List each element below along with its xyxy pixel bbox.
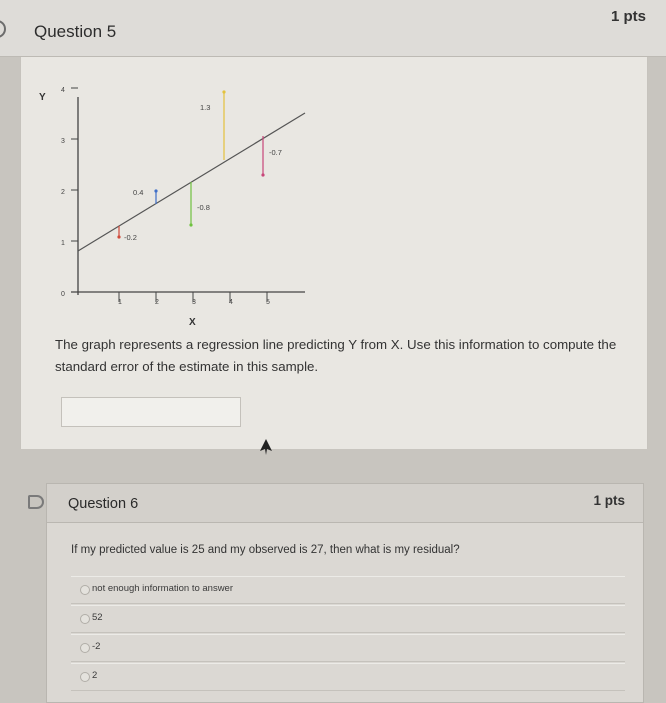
- question-6-header: [47, 484, 643, 523]
- x-tick-label: 2: [155, 299, 159, 306]
- y-tick-label: 4: [61, 87, 65, 94]
- question-5-text: The graph represents a regression line predicting Y from X. Use this information to compute the standard error of the estimate in this sample.: [55, 337, 617, 374]
- residual-4: [200, 90, 226, 160]
- mouse-cursor-icon: [260, 439, 272, 455]
- question-5-header: [0, 0, 666, 57]
- option-label: 2: [92, 670, 98, 681]
- residual-label: -0.7: [269, 148, 282, 157]
- y-tick-label: 3: [61, 138, 65, 145]
- residual-3: [189, 182, 210, 227]
- radio-button[interactable]: [80, 614, 90, 624]
- residual-2: [133, 188, 158, 204]
- x-axis-label: X: [189, 317, 196, 327]
- residual-label: -0.2: [124, 233, 137, 242]
- option-label: 52: [92, 612, 103, 623]
- radio-button[interactable]: [80, 585, 90, 595]
- question-6-points: 1 pts: [593, 493, 625, 508]
- residual-5: [261, 136, 282, 177]
- question-marker-icon: [0, 20, 6, 38]
- question-marker-icon: [28, 495, 44, 509]
- question-5-title: Question 5: [34, 22, 117, 41]
- answer-option[interactable]: [71, 663, 625, 691]
- question-6-card: [46, 483, 644, 703]
- residual-label: 1.3: [200, 103, 211, 112]
- radio-button[interactable]: [80, 672, 90, 682]
- residual-label: 0.4: [133, 188, 144, 197]
- answer-option[interactable]: [71, 576, 625, 604]
- residual-label: -0.8: [197, 203, 210, 212]
- residual-1: [117, 226, 137, 242]
- y-tick-label: 0: [61, 291, 65, 298]
- answer-option[interactable]: [71, 634, 625, 662]
- answer-option[interactable]: [71, 605, 625, 633]
- regression-graph: [21, 57, 647, 327]
- question-5-points: 1 pts: [610, 8, 646, 25]
- question-6-text: If my predicted value is 25 and my observed is 27, then what is my residual?: [71, 544, 460, 556]
- y-tick-label: 2: [61, 189, 65, 196]
- x-tick-label: 3: [192, 299, 196, 306]
- option-label: not enough information to answer: [92, 583, 234, 594]
- x-tick-label: 5: [266, 299, 270, 306]
- question-6-title: Question 6: [68, 496, 139, 512]
- question-5-body: [20, 57, 648, 449]
- option-label: -2: [92, 641, 101, 652]
- x-tick-label: 1: [118, 299, 122, 306]
- radio-button[interactable]: [80, 643, 90, 653]
- y-tick-label: 1: [61, 240, 65, 247]
- x-tick-label: 4: [229, 299, 233, 306]
- answer-input[interactable]: [61, 397, 241, 427]
- y-axis-label: Y: [39, 92, 46, 103]
